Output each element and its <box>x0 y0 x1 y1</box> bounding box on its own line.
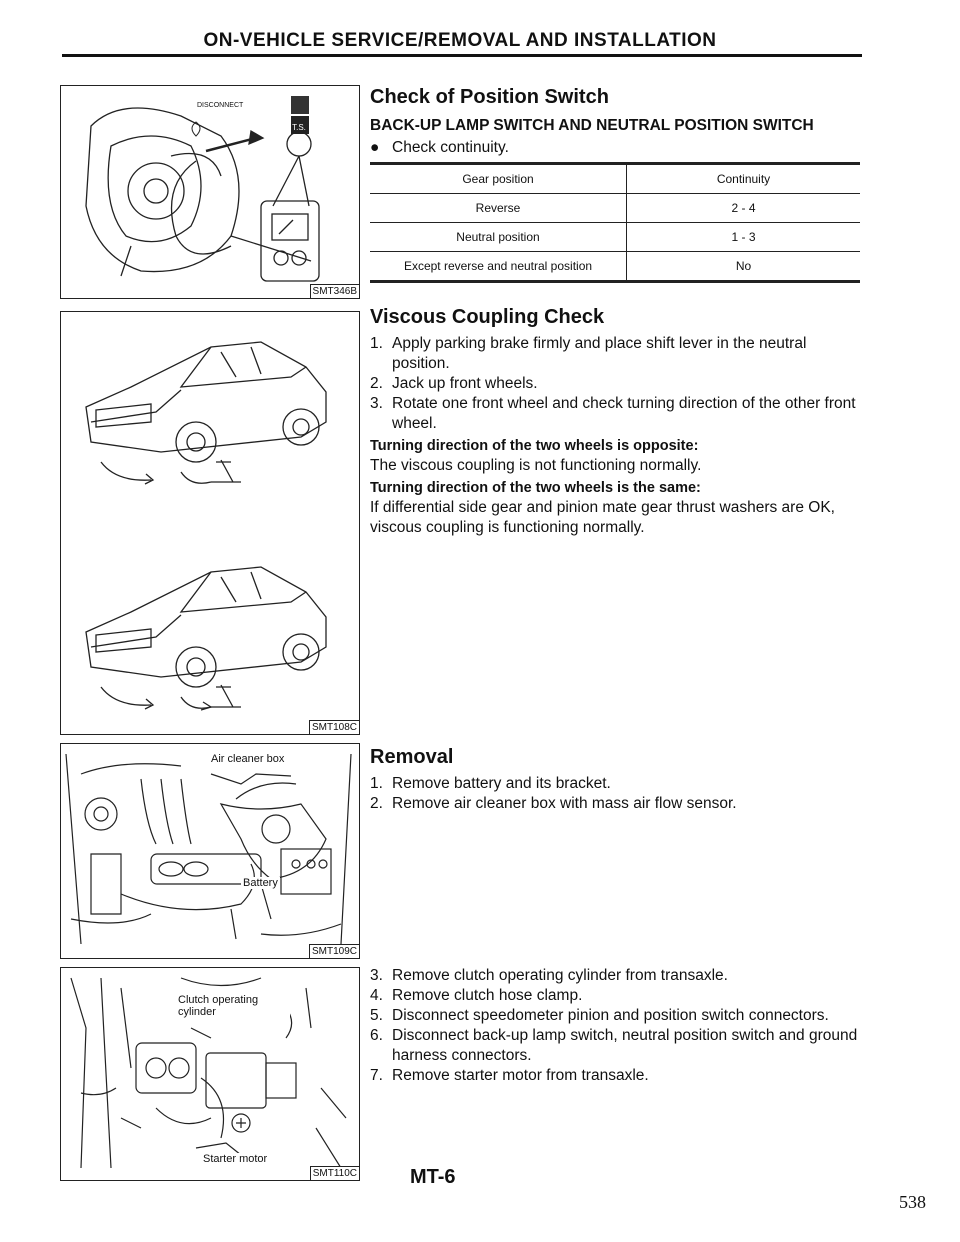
table-cell: Neutral position <box>370 223 627 252</box>
step-text: Disconnect back-up lamp switch, neutral position switch and ground harness connectors. <box>392 1027 858 1064</box>
table-cell: No <box>627 252 861 282</box>
section-subtitle: BACK-UP LAMP SWITCH AND NEUTRAL POSITION SWITCH <box>370 117 814 134</box>
transaxle-ohmmeter-illustration <box>61 86 359 298</box>
footer-code: MT-6 <box>410 1166 456 1188</box>
list-item <box>370 1026 862 1066</box>
list-item <box>370 394 862 434</box>
list-item <box>370 1066 862 1086</box>
disconnect-label: DISCONNECT <box>197 102 244 109</box>
step-number: 3. <box>370 967 383 984</box>
step-number: 4. <box>370 987 383 1004</box>
car-top-icon <box>86 342 326 484</box>
step-text: Apply parking brake firmly and place shift lever in the neutral position. <box>392 335 807 372</box>
step-text: Remove starter motor from transaxle. <box>392 1067 649 1084</box>
car-bottom-icon <box>86 567 326 710</box>
list-item <box>370 334 862 374</box>
section-title: Removal <box>370 746 454 768</box>
step-number: 1. <box>370 775 383 792</box>
steps-list <box>370 334 862 434</box>
section-viscous-coupling <box>370 304 862 538</box>
battery-label: Battery <box>243 877 278 889</box>
header-rule <box>62 54 862 57</box>
section-position-switch <box>370 84 862 283</box>
figure-removal-starter <box>60 967 360 1181</box>
figure-code: SMT108C <box>309 720 359 734</box>
step-number: 1. <box>370 335 383 352</box>
section-removal <box>370 744 862 814</box>
list-item <box>370 986 862 1006</box>
list-item <box>370 1006 862 1026</box>
table-header: Continuity <box>627 164 861 194</box>
bullet-icon: ● <box>370 139 380 156</box>
table-cell: Except reverse and neutral position <box>370 252 627 282</box>
bullet-item <box>370 138 862 158</box>
engine-bay-illustration <box>61 744 359 958</box>
table-header: Gear position <box>370 164 627 194</box>
list-item <box>370 374 862 394</box>
table-cell: Reverse <box>370 194 627 223</box>
step-text: Jack up front wheels. <box>392 375 538 392</box>
step-text: Remove air cleaner box with mass air flow sensor. <box>392 795 737 812</box>
section-removal-continued <box>370 966 862 1086</box>
air-cleaner-label: Air cleaner box <box>211 753 285 765</box>
case-text: If differential side gear and pinion mate gear thrust washers are OK, viscous coupling is functioning normally. <box>370 499 835 536</box>
list-item <box>370 794 862 814</box>
list-item <box>370 966 862 986</box>
table-cell: 2 - 4 <box>627 194 861 223</box>
step-number: 2. <box>370 375 383 392</box>
case-heading: Turning direction of the two wheels is opposite: <box>370 438 699 454</box>
figure-code: SMT346B <box>310 284 359 298</box>
step-text: Rotate one front wheel and check turning direction of the other front wheel. <box>392 395 856 432</box>
svg-text:T.S.: T.S. <box>292 123 306 132</box>
step-number: 2. <box>370 795 383 812</box>
step-text: Remove clutch hose clamp. <box>392 987 583 1004</box>
step-number: 7. <box>370 1067 383 1084</box>
figure-code: SMT109C <box>309 944 359 958</box>
table-row <box>370 252 860 282</box>
figure-code: SMT110C <box>310 1166 359 1180</box>
figure-viscous-coupling <box>60 311 360 735</box>
page-header: ON-VEHICLE SERVICE/REMOVAL AND INSTALLATION <box>203 30 717 51</box>
starter-motor-label: Starter motor <box>203 1153 268 1165</box>
connector-icon <box>291 96 309 114</box>
table-row <box>370 194 860 223</box>
steps-list <box>370 774 862 814</box>
section-title: Viscous Coupling Check <box>370 306 605 328</box>
step-text: Remove clutch operating cylinder from transaxle. <box>392 967 728 984</box>
case-text: The viscous coupling is not functioning normally. <box>370 457 702 474</box>
car-jacked-up-illustration <box>61 312 359 734</box>
bullet-text: Check continuity. <box>392 139 509 156</box>
case-heading: Turning direction of the two wheels is the same: <box>370 480 701 496</box>
clutch-cylinder-label: Clutch operating cylinder <box>176 994 290 1018</box>
list-item <box>370 774 862 794</box>
step-number: 3. <box>370 395 383 412</box>
step-number: 6. <box>370 1027 383 1044</box>
step-number: 5. <box>370 1007 383 1024</box>
continuity-table <box>370 162 860 283</box>
table-row <box>370 223 860 252</box>
section-title: Check of Position Switch <box>370 86 609 108</box>
figure-removal-engine-bay <box>60 743 360 959</box>
table-cell: 1 - 3 <box>627 223 861 252</box>
step-text: Remove battery and its bracket. <box>392 775 611 792</box>
steps-list <box>370 966 862 1086</box>
figure-position-switch <box>60 85 360 299</box>
page-number: 538 <box>899 1192 926 1212</box>
step-text: Disconnect speedometer pinion and position switch connectors. <box>392 1007 829 1024</box>
